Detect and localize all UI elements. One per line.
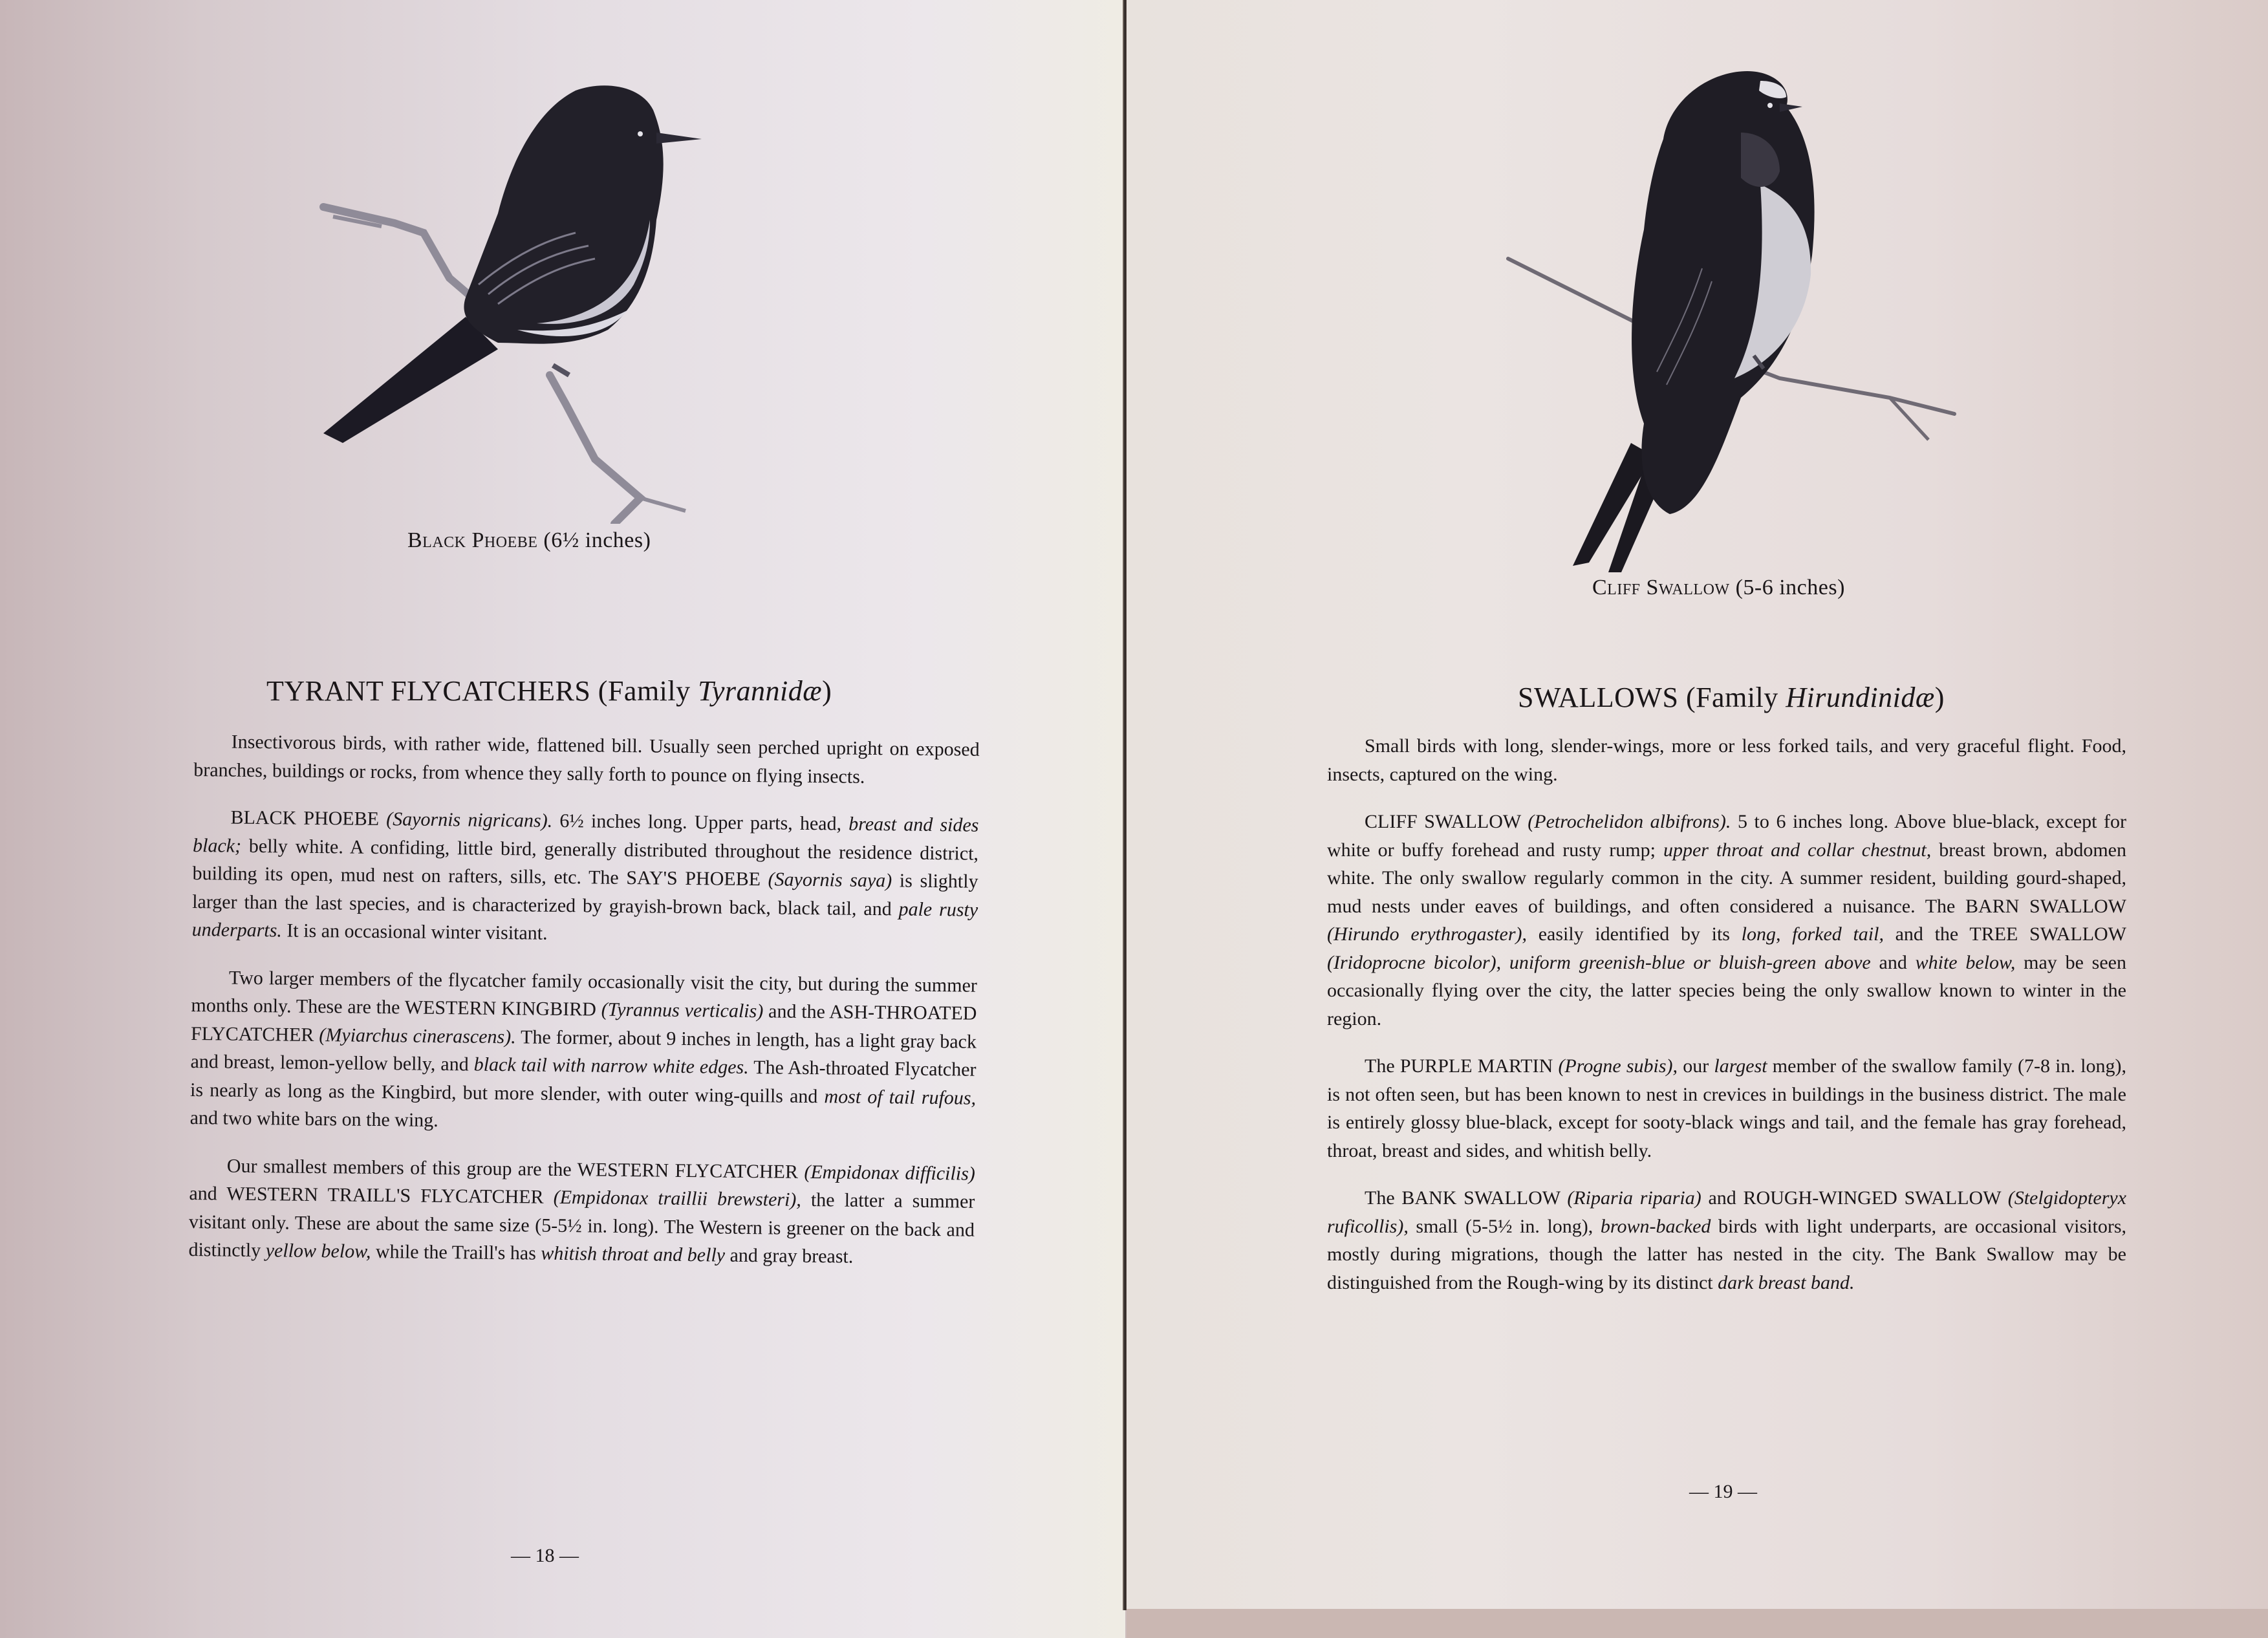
italic-text: (Hirundo erythrogaster), [1327,923,1528,945]
italic-text: (Empidonax traillii brewsteri), [553,1186,802,1211]
text-run: and the TREE SWALLOW [1883,923,2126,945]
text-run: Insectivorous birds, with rather wide, flattened bill. Usually seen perched upright on exposed branches, buildings or rocks, from whence they sally forth to pounce on flying insects. [193,731,980,788]
italic-text: (Iridoprocne bicolor), uniform greenish-blue or bluish-green above [1327,951,1871,973]
page-bottom-edge [1127,1609,2268,1638]
paragraph [1327,808,2126,1033]
text-run: and [1870,951,1916,973]
heading-family-suffix: ) [1934,682,1945,713]
heading-family-prefix: (Family [598,675,698,707]
heading-family-name: Tyrannidæ [698,675,823,707]
caption-size: (6½ inches) [543,528,651,552]
text-run: our [1678,1055,1714,1077]
text-run: The Ash-throated Flycatcher is nearly as long as the Kingbird, but more slender, with outer wing-quills and [189,1057,977,1107]
text-run: may be seen occasionally flying over the city, the latter species being the only swallow known to winter in the region. [1327,951,2126,1029]
text-run: breast brown, abdomen white. The only swallow regularly common in the city. A summer resident, building gourd-shaped, mud nests under eaves of buildings, and often considered a nuisance. The BARN SWALLOW [1327,839,2126,917]
text-run: Small birds with long, slender-wings, more or less forked tails, and very graceful flight. Food, insects, captured on the wing. [1327,735,2126,785]
black-phoebe-illustration [304,71,821,524]
italic-text: yellow below, [265,1240,371,1262]
italic-text: brown-backed [1600,1215,1711,1237]
text-run: belly white. A confiding, little bird, generally distributed throughout the residence district, building its open, mud nest on rafters, sills, etc. The SAY'S PHOEBE [192,835,979,890]
text-run: BLACK PHOEBE [230,806,387,830]
text-run: The former, about 9 inches in length, has a light gray back and breast, lemon-yellow belly, and [190,1026,977,1075]
text-run: It is an occasional winter visitant. [281,920,548,944]
italic-text: (Sayornis nigricans). [386,808,553,832]
italic-text: white below, [1915,951,2016,973]
section-heading [1518,681,1945,714]
italic-text: (Sayornis saya) [768,868,892,892]
italic-text: pale rusty underparts. [191,898,978,942]
italic-text: most of tail rufous, [824,1085,977,1109]
text-run: and WESTERN TRAILL'S FLYCATCHER [189,1182,554,1208]
caption-name: Black Phoebe [407,528,538,552]
left-page [0,0,1125,1638]
body-text [188,727,980,1291]
caption-name: Cliff Swallow [1592,576,1730,599]
italic-text: (Stelgidopteryx ruficollis), [1327,1187,2127,1237]
section-heading [266,674,832,707]
text-run: Two larger members of the flycatcher family occasionally visit the city, but during the summer months only. These are the WESTERN KINGBIRD [191,967,978,1020]
italic-text: largest [1714,1055,1767,1077]
text-run: and the ASH-THROATED FLYCATCHER [190,1000,977,1046]
text-run: Our smallest members of this group are the WESTERN FLYCATCHER [226,1155,805,1183]
heading-family-prefix: (Family [1685,682,1786,713]
italic-text: (Empidonax difficilis) [804,1161,976,1185]
page-number: — 18 — [511,1545,579,1566]
figure-caption [1592,576,1845,600]
italic-text: (Myiarchus cinerascens). [319,1024,516,1048]
page-number: — 19 — [1689,1481,1757,1502]
body-text [1327,732,2126,1316]
text-run: small (5-5½ in. long), [1408,1215,1601,1237]
text-run: while the Traill's has [371,1240,541,1264]
paragraph [189,963,977,1140]
italic-text: breast and sides black; [192,813,979,857]
cliff-swallow-illustration [1476,61,1993,572]
italic-text: upper throat and collar chestnut, [1663,839,1932,861]
italic-text: long, forked tail, [1741,923,1884,945]
italic-text: whitish throat and belly [541,1242,726,1266]
paragraph [1327,1184,2126,1297]
italic-text: black tail with narrow white edges. [473,1053,749,1079]
text-run: The PURPLE MARTIN [1365,1055,1559,1077]
paragraph [1327,1052,2126,1165]
text-run: the latter a summer visitant only. These are about the same size (5-5½ in. long). The Western is greener on the back and distinctly [188,1189,975,1262]
figure-caption [407,528,651,553]
right-page [1127,0,2268,1638]
heading-title: TYRANT FLYCATCHERS [266,675,591,707]
paragraph [1327,732,2126,788]
text-run: CLIFF SWALLOW [1365,811,1528,832]
text-run: birds with light underparts, are occasional visitors, mostly during migrations, though the latter has nested in the city. The Bank Swallow may be distinguished from the Rough-wing by its distinct [1327,1215,2126,1293]
heading-family-suffix: ) [822,675,832,707]
text-run: is slightly larger than the last species, and is characterized by grayish-brown back, black tail, and [192,870,978,920]
italic-text: (Petrochelidon albifrons). [1528,811,1731,832]
italic-text: (Tyrannus verticalis) [601,998,764,1022]
paragraph [188,1151,975,1272]
paragraph [191,803,978,952]
italic-text: (Riparia riparia) [1567,1187,1701,1209]
caption-size: (5-6 inches) [1735,576,1845,599]
italic-text: (Progne subis), [1558,1055,1678,1077]
text-run: 5 to 6 inches long. Above blue-black, except for white or buffy forehead and rusty rump; [1327,811,2127,861]
text-run: The BANK SWALLOW [1365,1187,1568,1209]
text-run: and ROUGH-WINGED SWALLOW [1701,1187,2008,1209]
heading-title: SWALLOWS [1518,682,1679,713]
heading-family-name: Hirundinidæ [1786,682,1935,713]
italic-text: dark breast band. [1718,1271,1855,1293]
text-run: and gray breast. [724,1244,854,1267]
text-run: 6½ inches long. Upper parts, head, [552,810,849,835]
text-run: and two white bars on the wing. [189,1106,438,1131]
paragraph [193,727,980,792]
text-run: member of the swallow family (7-8 in. long), is not often seen, but has been known to nest in crevices in buildings in the business district. The male is entirely glossy blue-black, except for sooty-black wings and tail, and the female has gray forehead, throat, breast and sides, and whitish belly. [1327,1055,2126,1161]
text-run: easily identified by its [1527,923,1742,945]
